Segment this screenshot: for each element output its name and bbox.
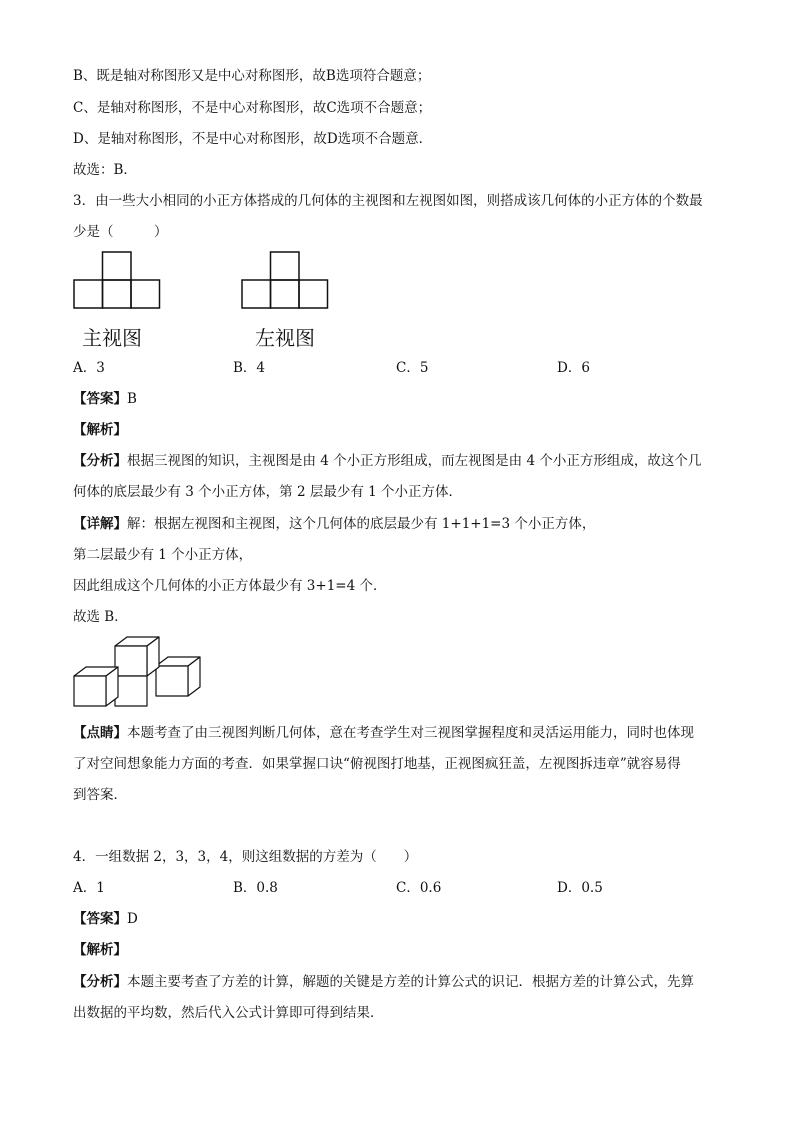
detail-label: 【详解】 xyxy=(73,516,127,532)
solid-figure xyxy=(72,633,204,713)
q3-detail-line-4: 故选 B． xyxy=(73,609,128,625)
q4-answer xyxy=(73,909,138,929)
q3-fenxi-line-1 xyxy=(73,451,701,471)
q3-option-b: B．4 xyxy=(233,360,266,376)
solution-line-c: C、是轴对称图形，不是中心对称图形，故C选项不合题意； xyxy=(73,100,432,116)
fenxi-text: 根据三视图的知识，主视图是由 4 个小正方形组成，而左视图是由 4 个小正方形组成，故这个几 xyxy=(127,453,702,469)
answer-value: D xyxy=(127,911,138,927)
q4-fenxi-line-2: 出数据的平均数，然后代入公式计算即可得到结果． xyxy=(73,1005,384,1021)
q4-option-a: A．1 xyxy=(73,880,105,896)
answer-value: B xyxy=(127,391,137,407)
answer-label: 【答案】 xyxy=(73,391,127,407)
q3-detail-line-3: 因此组成这个几何体的小正方体最少有 3+1=4 个． xyxy=(73,578,387,594)
solution-line-b: B、既是轴对称图形又是中心对称图形，故B选项符合题意； xyxy=(73,68,431,84)
q3-comment-line-1 xyxy=(73,723,694,743)
solution-choice: 故选：B． xyxy=(73,162,137,178)
answer-label: 【答案】 xyxy=(73,911,127,927)
q3-detail-line-2: 第二层最少有 1 个小正方体， xyxy=(73,547,253,563)
left-view-figure xyxy=(241,251,329,309)
q3-answer xyxy=(73,389,137,409)
detail-text: 解：根据左视图和主视图，这个几何体的底层最少有 1+1+1=3 个小正方体， xyxy=(127,516,596,532)
q4-analysis-label: 【解析】 xyxy=(73,942,127,958)
q3-comment-line-3: 到答案． xyxy=(73,787,127,803)
q4-option-b: B．0.8 xyxy=(233,880,278,896)
front-view-caption: 主视图 xyxy=(82,326,142,350)
fenxi-text: 本题主要考查了方差的计算，解题的关键是方差的计算公式的识记．根据方差的计算公式，先算 xyxy=(127,974,694,990)
q4-option-d: D．0.5 xyxy=(557,880,603,896)
q3-option-a: A．3 xyxy=(73,360,105,376)
solution-line-d: D、是轴对称图形，不是中心对称图形，故D选项不合题意． xyxy=(73,131,433,147)
q3-fenxi-line-2: 何体的底层最少有 3 个小正方体，第 2 层最少有 1 个小正方体． xyxy=(73,484,463,500)
q3-stem-line-2: 少是（ ） xyxy=(73,224,168,240)
q3-option-d: D．6 xyxy=(557,360,590,376)
front-view-figure xyxy=(73,251,161,309)
q3-detail-line-1 xyxy=(73,514,595,534)
q4-stem: 4．一组数据 2，3，3，4，则这组数据的方差为（ ） xyxy=(73,849,418,865)
q3-stem-line-1: 3．由一些大小相同的小正方体搭成的几何体的主视图和左视图如图，则搭成该几何体的小正方体的个数最 xyxy=(73,193,703,209)
q4-fenxi-line-1 xyxy=(73,972,694,992)
comment-text: 本题考查了由三视图判断几何体，意在考查学生对三视图掌握程度和灵活运用能力，同时也体现 xyxy=(127,725,694,741)
fenxi-label: 【分析】 xyxy=(73,974,127,990)
q3-option-c: C．5 xyxy=(396,360,429,376)
q3-comment-line-2: 了对空间想象能力方面的考查．如果掌握口诀“俯视图打地基，正视图疯狂盖，左视图拆违章”就容易得 xyxy=(73,756,681,772)
comment-label: 【点睛】 xyxy=(73,725,127,741)
left-view-caption: 左视图 xyxy=(255,326,315,350)
fenxi-label: 【分析】 xyxy=(73,453,127,469)
q3-analysis-label: 【解析】 xyxy=(73,422,127,438)
q4-option-c: C．0.6 xyxy=(396,880,442,896)
